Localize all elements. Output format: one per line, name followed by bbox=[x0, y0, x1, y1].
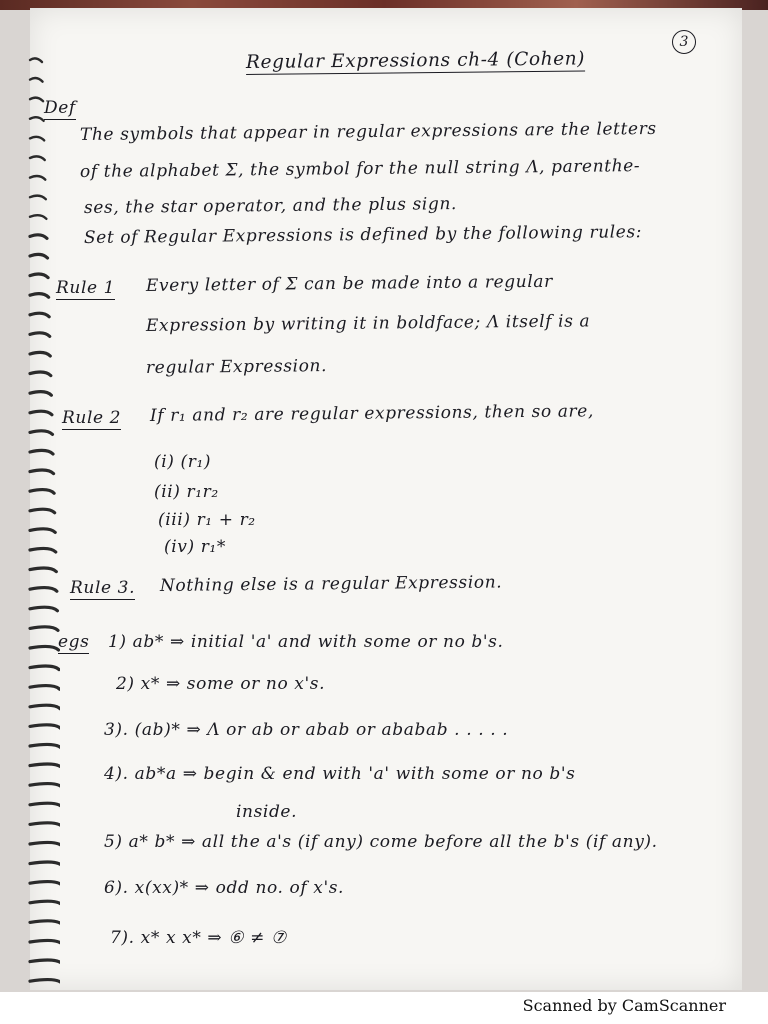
spiral-ring bbox=[30, 529, 55, 533]
rule2-item-4: (iv) r₁* bbox=[164, 537, 226, 557]
spiral-ring bbox=[30, 686, 60, 690]
spiral-ring bbox=[30, 274, 48, 278]
spiral-ring bbox=[30, 627, 58, 631]
spiral-ring bbox=[30, 254, 48, 258]
spiral-ring bbox=[30, 842, 60, 846]
spiral-ring bbox=[30, 646, 59, 650]
spiral-ring bbox=[30, 607, 57, 611]
spiral-ring bbox=[30, 940, 60, 944]
spiral-ring bbox=[30, 882, 60, 886]
example-4: 4). ab*a ⇒ begin & end with 'a' with some or no b's bbox=[104, 764, 576, 784]
spiral-ring bbox=[30, 921, 60, 925]
spiral-ring bbox=[30, 313, 49, 317]
example-4-continued: inside. bbox=[236, 802, 298, 822]
rule2-line: If r₁ and r₂ are regular expressions, then so are, bbox=[149, 401, 595, 426]
spiral-ring bbox=[30, 980, 60, 984]
spiral-ring bbox=[30, 509, 55, 513]
page-title: Regular Expressions ch-4 (Cohen) bbox=[245, 48, 586, 73]
spiral-ring bbox=[30, 705, 60, 709]
def-line-4: Set of Regular Expressions is defined by the following rules: bbox=[83, 222, 643, 248]
def-label: Def bbox=[44, 98, 76, 118]
rule1-line-3: regular Expression. bbox=[145, 356, 328, 378]
spiral-ring bbox=[30, 764, 60, 768]
rule1-label: Rule 1 bbox=[56, 278, 116, 298]
rule3-line: Nothing else is a regular Expression. bbox=[159, 572, 503, 596]
spiral-ring bbox=[30, 352, 50, 356]
example-6: 6). x(xx)* ⇒ odd no. of x's. bbox=[104, 878, 345, 898]
spiral-binding bbox=[0, 0, 60, 1024]
rule2-label: Rule 2 bbox=[62, 408, 122, 428]
spiral-ring bbox=[30, 490, 54, 494]
spiral-ring bbox=[30, 901, 60, 905]
rule3-label: Rule 3. bbox=[70, 578, 136, 598]
spiral-ring bbox=[30, 784, 60, 788]
spiral-ring bbox=[30, 196, 46, 200]
spiral-ring bbox=[30, 823, 60, 827]
example-7: 7). x* x x* ⇒ ⑥ ≠ ⑦ bbox=[110, 928, 287, 948]
rule2-item-3: (iii) r₁ + r₂ bbox=[158, 510, 256, 530]
spiral-ring bbox=[30, 215, 46, 219]
spiral-ring bbox=[30, 431, 52, 435]
rule1-line-2: Expression by writing it in boldface; Λ itself is a bbox=[145, 311, 591, 336]
spiral-ring bbox=[30, 294, 49, 298]
spiral-ring bbox=[30, 450, 53, 454]
rule2-item-2: (ii) r₁r₂ bbox=[154, 482, 219, 502]
spiral-ring bbox=[30, 117, 44, 121]
example-5: 5) a* b* ⇒ all the a's (if any) come before all the b's (if any). bbox=[104, 832, 658, 852]
page-number: 3 bbox=[672, 30, 696, 54]
spiral-ring bbox=[30, 137, 44, 141]
spiral-ring bbox=[30, 725, 60, 729]
spiral-ring bbox=[30, 548, 56, 552]
spiral-ring bbox=[30, 862, 60, 866]
spiral-ring bbox=[30, 392, 51, 396]
spiral-ring bbox=[30, 744, 60, 748]
def-line-3: ses, the star operator, and the plus sign. bbox=[83, 194, 458, 218]
spiral-ring bbox=[30, 588, 57, 592]
spiral-ring bbox=[30, 156, 45, 160]
spiral-ring bbox=[30, 98, 43, 102]
example-3: 3). (ab)* ⇒ Λ or ab or abab or ababab . . . . . bbox=[104, 720, 509, 740]
rule2-item-1: (i) (r₁) bbox=[154, 452, 212, 472]
spiral-ring bbox=[30, 333, 50, 337]
spiral-ring bbox=[30, 960, 60, 964]
example-1: 1) ab* ⇒ initial 'a' and with some or no b's. bbox=[108, 632, 504, 652]
spiral-ring bbox=[30, 78, 43, 82]
spiral-ring bbox=[30, 411, 52, 415]
scanner-watermark: Scanned by CamScanner bbox=[522, 996, 726, 1015]
spiral-ring bbox=[30, 470, 54, 474]
example-2: 2) x* ⇒ some or no x's. bbox=[116, 674, 326, 694]
spiral-ring bbox=[30, 176, 45, 180]
eg-label: egs bbox=[58, 632, 90, 652]
spiral-ring bbox=[30, 372, 51, 376]
spiral-ring bbox=[30, 568, 56, 572]
rule1-line-1: Every letter of Σ can be made into a regular bbox=[145, 271, 553, 296]
spiral-ring bbox=[30, 235, 47, 239]
def-line-2: of the alphabet Σ, the symbol for the null string Λ, parenthe- bbox=[79, 156, 641, 182]
spiral-ring bbox=[30, 803, 60, 807]
def-line-1: The symbols that appear in regular expressions are the letters bbox=[79, 118, 657, 145]
spiral-ring bbox=[30, 58, 42, 62]
spiral-ring bbox=[30, 666, 59, 670]
